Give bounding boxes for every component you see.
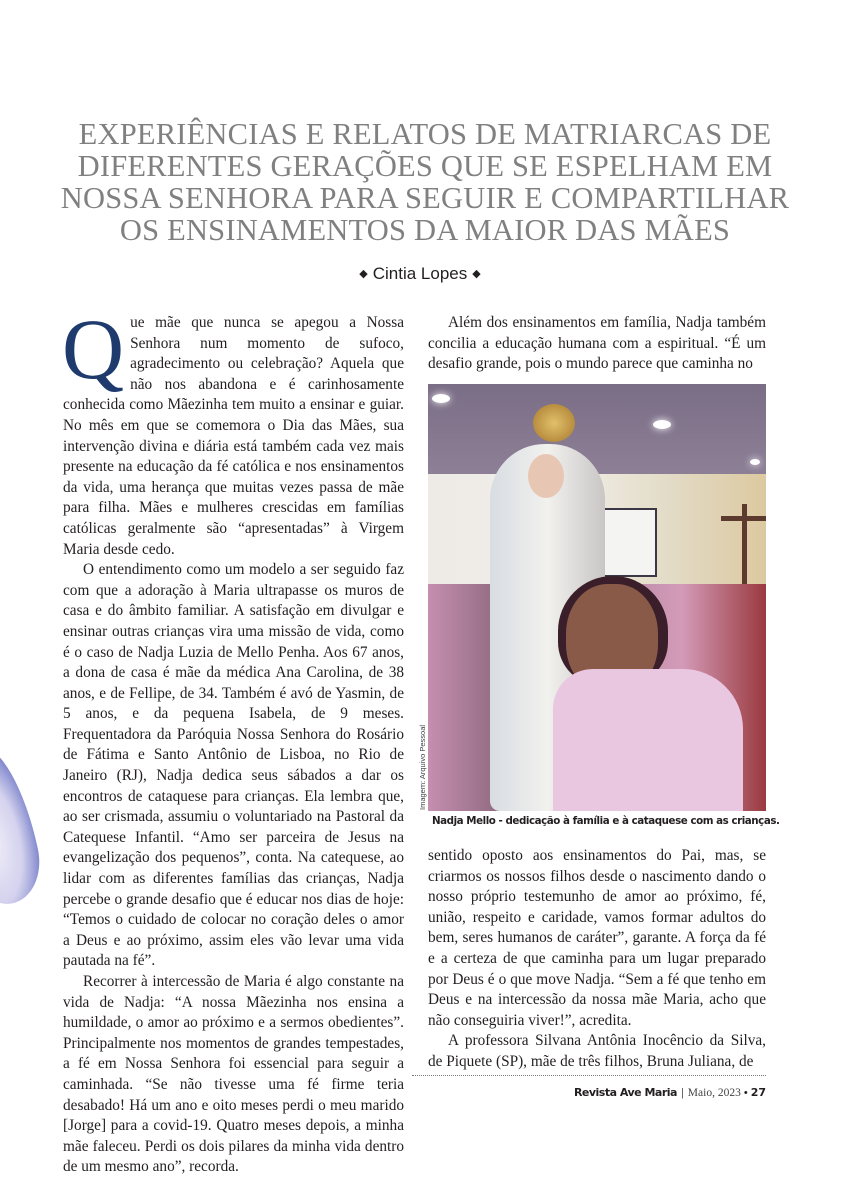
ceiling-light [432, 394, 450, 403]
title-line: NOSSA SENHORA PARA SEGUIR E COMPARTILHAR [60, 181, 790, 215]
statue-crown [533, 404, 575, 442]
title-line: DIFERENTES GERAÇÕES QUE SE ESPELHAM EM [77, 149, 773, 183]
woman-shirt [553, 669, 743, 811]
page-footer [574, 1086, 766, 1099]
footer-separator: | [680, 1087, 684, 1099]
bullet-separator: • [743, 1087, 748, 1099]
photo-ceiling [428, 384, 766, 479]
title-line: EXPERIÊNCIAS E RELATOS DE MATRIARCAS DE [78, 117, 772, 151]
paragraph: A professora Silvana Antônia Inocêncio da Silva, de Piquete (SP), mãe de três filhos, Bruna Juliana, de [428, 1032, 766, 1070]
ceiling-light [653, 420, 671, 429]
article-photo [428, 384, 766, 811]
ceiling-light [750, 459, 760, 465]
photo-caption: Nadja Mello - dedicação à família e à cataquese com as crianças. [432, 815, 780, 827]
paragraph: sentido oposto aos ensinamentos do Pai, mas, se criarmos os nossos filhos desde o nascimento dando o nosso próprio testemunho de amor ao próximo, fé, união, respeito e caridade, vamos formar adultos do bem, seres humanos de caráter”, garante. A força da fé e a certeza de que caminha para um lugar preparado por Deus é o que move Nadja. “Sem a fé que tenho em Deus e na intercessão da nossa mãe Maria, acho que não conseguiria viver!”, acredita. [428, 847, 766, 1029]
drop-cap: Q [62, 301, 125, 397]
decorative-droplet-graphic [0, 739, 48, 910]
diamond-ornament-icon: ◆ [472, 268, 481, 280]
left-column [62, 301, 404, 1178]
diamond-ornament-icon: ◆ [359, 268, 368, 280]
paragraph: Recorrer à intercessão de Maria é algo constante na vida de Nadja: “A nossa Mãezinha nos ensina a humildade, o amor ao próximo e a sermos obedientes”. Principalmente nos momentos de grandes tempestades, a fé em Nossa Senhora foi essencial para seguir a caminhada. “Se não tivesse uma fé firme teria desabado! Há um ano e oito meses perdi o meu marido [Jorge] para a covid-19. Quatro meses depois, a minha mãe faleceu. Perdi os dois pilares da minha vida dentro de um mesmo ano”, recorda. [63, 973, 404, 1176]
article-title [60, 118, 790, 246]
paragraph: Que mãe que nunca se apegou a Nossa Senhora num momento de sufoco, agradecimento ou celebração? Aquela que não nos abandona e é carinhosamente conhecida como Mãezinha tem muito a ensinar e guiar. No mês em que se comemora o Dia das Mães, sua intervenção divina e diária está também cada vez mais presente na educação da fé católica e nos ensinamentos da vida, uma herança que muitas vezes passa de mãe para filha. Mães e mulheres crescidas em famílias católicas geralmente são “apresentadas” à Virgem Maria desde cedo. [62, 301, 404, 558]
statue-face [528, 454, 564, 498]
magazine-name: Revista Ave Maria [573, 1086, 677, 1099]
page-number: 27 [750, 1086, 766, 1099]
author-name: Cintia Lopes [372, 264, 468, 283]
crucifix-bar [721, 516, 766, 521]
title-line: OS ENSINAMENTOS DA MAIOR DAS MÃES [119, 213, 731, 247]
right-column-bottom [428, 846, 766, 1073]
right-column-top [428, 313, 766, 375]
issue-date: Maio, 2023 [687, 1087, 741, 1099]
paragraph: Além dos ensinamentos em família, Nadja também concilia a educação humana com a espiritual. “É um desafio grande, pois o mundo parece que caminha no [428, 314, 766, 373]
photo-credit: Imagem: Arquivo Pessoal [418, 724, 427, 810]
byline [0, 264, 840, 284]
paragraph: O entendimento como um modelo a ser seguido faz com que a adoração à Maria ultrapasse os muros de casa e do âmbito familiar. A satisfação em divulgar e ensinar outras crianças vira uma missão de vida, como é o caso de Nadja Luzia de Mello Penha. Aos 67 anos, a dona de casa é mãe da médica Ana Carolina, de 38 anos, e de Fellipe, de 34. Também é avó de Yasmin, de 5 anos, e da pequena Isabela, de 9 meses. Frequentadora da Paróquia Nossa Senhora do Rosário de Fátima e Santo Antônio de Lisboa, no Rio de Janeiro (RJ), Nadja dedica seus sábados a dar os encontros de cataquese para crianças. Ela lembra que, ao ser crismada, assumiu o voluntariado na Pastoral da Catequese Infantil. “Amo ser parceira de Jesus na evangelização dos pequenos”, conta. Na catequese, ao lidar com as diferentes famílias das crianças, Nadja percebe o grande desafio que é educar nos dias de hoje: “Temos o cuidado de colocar no coração deles o amor a Deus e ao próximo, assim eles vão levar uma vida pautada na fé”. [63, 561, 404, 970]
photo-window [603, 508, 657, 577]
footer-divider [412, 1075, 766, 1076]
